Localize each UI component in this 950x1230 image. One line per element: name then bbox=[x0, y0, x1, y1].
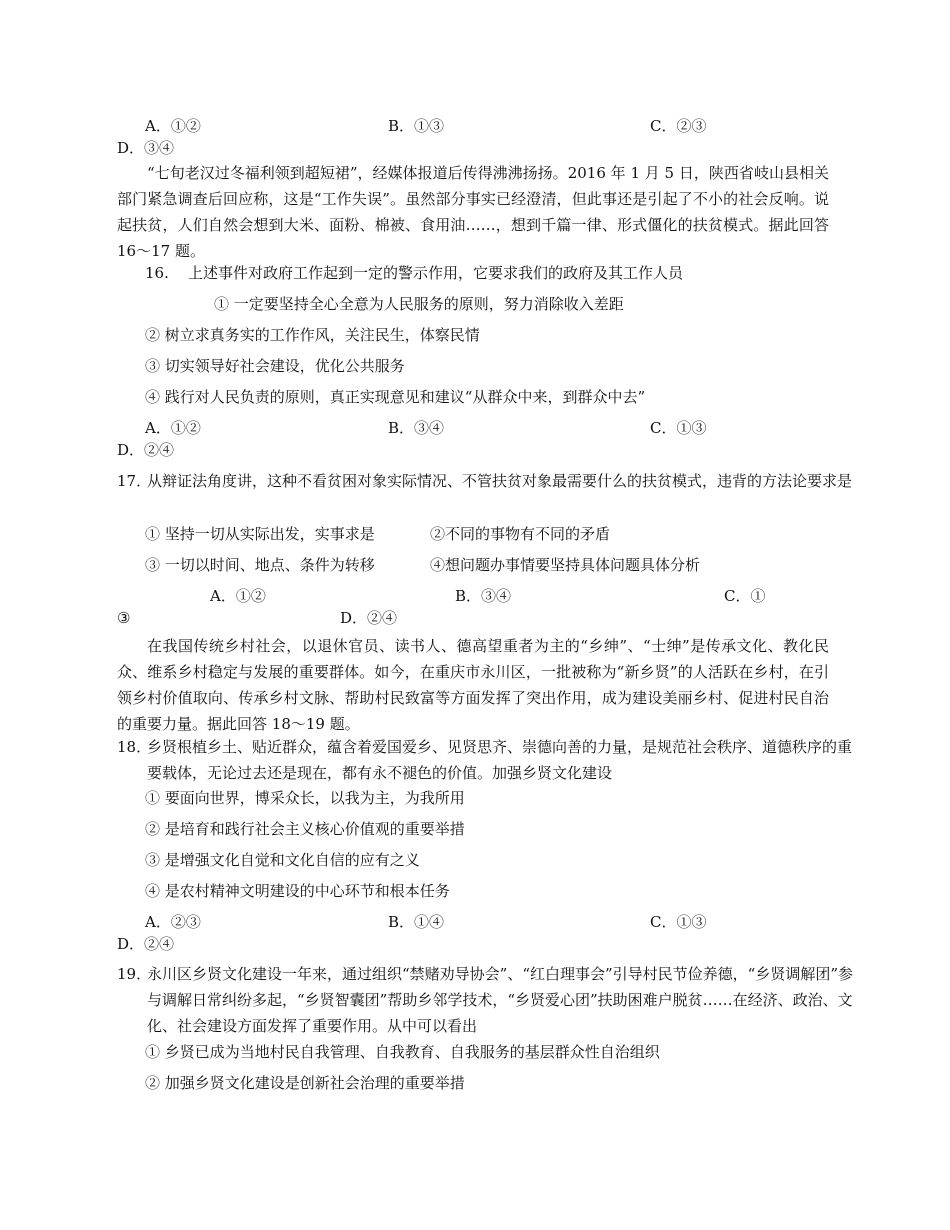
q15-option-a: A．①② bbox=[145, 117, 201, 135]
q17-item-1: ① 坚持一切从实际出发，实事求是 bbox=[145, 525, 375, 543]
q18-option-d: D．②④ bbox=[117, 935, 175, 953]
q19-item-1: ① 乡贤已成为当地村民自我管理、自我教育、自我服务的基层群众性自治组织 bbox=[145, 1043, 660, 1061]
q15-option-c: C．②③ bbox=[650, 117, 707, 135]
q18-option-b: B．①④ bbox=[388, 913, 445, 931]
q15-option-d: D．③④ bbox=[117, 139, 175, 157]
q17-option-c-continued: ③ bbox=[117, 609, 131, 627]
q19-item-2: ② 加强乡贤文化建设是创新社会治理的重要举措 bbox=[145, 1074, 465, 1092]
q18-option-c: C．①③ bbox=[650, 913, 707, 931]
q17-number: 17． bbox=[117, 472, 152, 490]
q17-item-2: ②不同的事物有不同的矛盾 bbox=[430, 525, 611, 543]
q16-stem: 上述事件对政府工作起到一定的警示作用，它要求我们的政府及其工作人员 bbox=[187, 264, 683, 282]
q19-question bbox=[117, 961, 859, 1039]
q16-question bbox=[145, 263, 683, 283]
passage-2: 在我国传统乡村社会，以退休官员、读书人、德高望重者为主的“乡绅”、“士绅”是传承文化、教化民众、维系乡村稳定与发展的重要群体。如今，在重庆市永川区，一批被称为“新乡贤”的人活跃在乡村，在引领乡村价值取向、传承乡村文脉、帮助村民致富等方面发挥了突出作用，成为建设美丽乡村、促进村民自治的重要力量。据此回答 18～19 题。 bbox=[117, 637, 829, 733]
q16-option-d: D．②④ bbox=[117, 441, 175, 459]
q18-item-3: ③ 是增强文化自觉和文化自信的应有之义 bbox=[145, 851, 420, 869]
q19-stem: 永川区乡贤文化建设一年来，通过组织“禁赌劝导协会”、“红白理事会”引导村民节俭养德，“乡贤调解团”参与调解日常纠纷多起，“乡贤智囊团”帮助乡邻学技术，“乡贤爱心团”扶助困难户脱贫……在经济、政治、文化、社会建设方面发挥了重要作用。从中可以看出 bbox=[147, 965, 854, 1035]
q17-option-d: D．②④ bbox=[340, 609, 398, 627]
q18-item-2: ② 是培育和践行社会主义核心价值观的重要举措 bbox=[145, 820, 465, 838]
q17-option-a: A．①② bbox=[210, 587, 266, 605]
q16-item-3: ③ 切实领导好社会建设，优化公共服务 bbox=[145, 357, 405, 375]
q17-option-b: B．③④ bbox=[455, 587, 512, 605]
q19-number: 19． bbox=[117, 965, 152, 983]
passage-1: “七旬老汉过冬福利领到超短裙”，经媒体报道后传得沸沸扬扬。2016 年 1 月 5 日，陕西省岐山县相关部门紧急调查后回应称，这是“工作失误”。虽然部分事实已经澄清，但此事还是引起了不小的社会反响。说起扶贫，人们自然会想到大米、面粉、棉被、食用油……，想到千篇一律、形式僵化的扶贫模式。据此回答 16～17 题。 bbox=[117, 164, 829, 260]
q17-item-4: ④想问题办事情要坚持具体问题具体分析 bbox=[430, 556, 701, 574]
q17-item-3: ③ 一切以时间、地点、条件为转移 bbox=[145, 556, 375, 574]
q15-option-b: B．①③ bbox=[388, 117, 445, 135]
q18-question bbox=[117, 734, 859, 786]
q18-item-4: ④ 是农村精神文明建设的中心环节和根本任务 bbox=[145, 882, 450, 900]
q16-item-2: ② 树立求真务实的工作作风，关注民生，体察民情 bbox=[145, 326, 480, 344]
q18-stem: 乡贤根植乡土、贴近群众，蕴含着爱国爱乡、见贤思齐、崇德向善的力量，是规范社会秩序、道德秩序的重要载体，无论过去还是现在，都有永不褪色的价值。加强乡贤文化建设 bbox=[147, 738, 853, 782]
q16-number: 16. bbox=[145, 264, 169, 282]
q16-option-c: C．①③ bbox=[650, 419, 707, 437]
q18-option-a: A．②③ bbox=[145, 913, 201, 931]
q16-option-a: A．①② bbox=[145, 419, 201, 437]
q17-question bbox=[117, 468, 859, 494]
q17-stem: 从辩证法角度讲，这种不看贫困对象实际情况、不管扶贫对象最需要什么的扶贫模式，违背的方法论要求是 bbox=[147, 472, 853, 490]
q16-item-1: ① 一定要坚持全心全意为人民服务的原则，努力消除收入差距 bbox=[214, 295, 624, 313]
q18-item-1: ① 要面向世界，博采众长，以我为主，为我所用 bbox=[145, 789, 465, 807]
q16-option-b: B．③④ bbox=[388, 419, 445, 437]
q18-number: 18． bbox=[117, 738, 152, 756]
q17-option-c: C．① bbox=[724, 587, 766, 605]
q16-item-4: ④ 践行对人民负责的原则，真正实现意见和建议“从群众中来，到群众中去” bbox=[145, 388, 646, 406]
